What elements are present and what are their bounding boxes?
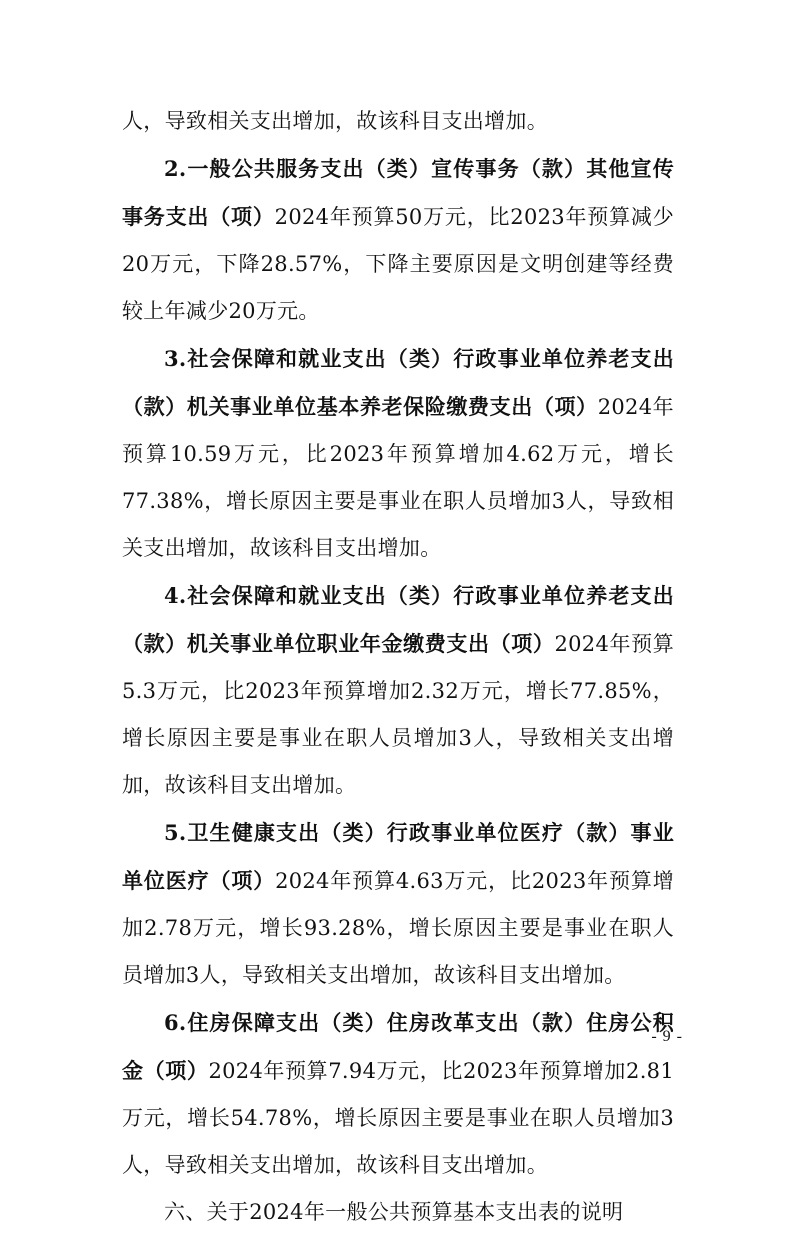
paragraph-item-4 (122, 572, 674, 809)
paragraph-text: 2024年预算10.59万元，比2023年预算增加4.62万元，增长77.38%，增长原因主要是事业在职人员增加3人，导致相关支出增加，故该科目支出增加。 (122, 395, 674, 560)
item-title: 5.卫生健康支出（类）行政事业单位医疗（款）事业单位医疗（项） (122, 820, 674, 893)
paragraph-text: 2024年预算50万元，比2023年预算减少20万元，下降28.57%，下降主要原因是文明创建等经费较上年减少20万元。 (122, 205, 674, 323)
section-heading: 六、关于2024年一般公共预算基本支出表的说明 (164, 1200, 624, 1224)
paragraph-text: 人，导致相关支出增加，故该科目支出增加。 (122, 109, 548, 133)
paragraph-continuation (122, 98, 674, 145)
paragraph-text: 2024年预算7.94万元，比2023年预算增加2.81万元，增长54.78%，增长原因主要是事业在职人员增加3人，导致相关支出增加，故该科目支出增加。 (122, 1059, 674, 1177)
page-number: - 9 - (651, 1028, 683, 1045)
item-title: 4.社会保障和就业支出（类）行政事业单位养老支出（款）机关事业单位职业年金缴费支出（项） (122, 583, 674, 656)
paragraph-item-2 (122, 145, 674, 335)
item-title: 2.一般公共服务支出（类）宣传事务（款）其他宣传事务支出（项） (122, 156, 674, 229)
item-title: 3.社会保障和就业支出（类）行政事业单位养老支出（款）机关事业单位基本养老保险缴费支出（项） (122, 346, 674, 419)
paragraph-item-5 (122, 809, 674, 999)
document-body (122, 98, 674, 1236)
paragraph-text: 2024年预算5.3万元，比2023年预算增加2.32万元，增长77.85%，增长原因主要是事业在职人员增加3人，导致相关支出增加，故该科目支出增加。 (122, 632, 674, 797)
item-title: 6.住房保障支出（类）住房改革支出（款）住房公积金（项） (122, 1010, 674, 1083)
paragraph-item-6 (122, 999, 674, 1189)
paragraph-text: 2024年预算4.63万元，比2023年预算增加2.78万元，增长93.28%，增长原因主要是事业在职人员增加3人，导致相关支出增加，故该科目支出增加。 (122, 869, 674, 987)
paragraph-item-3 (122, 335, 674, 572)
